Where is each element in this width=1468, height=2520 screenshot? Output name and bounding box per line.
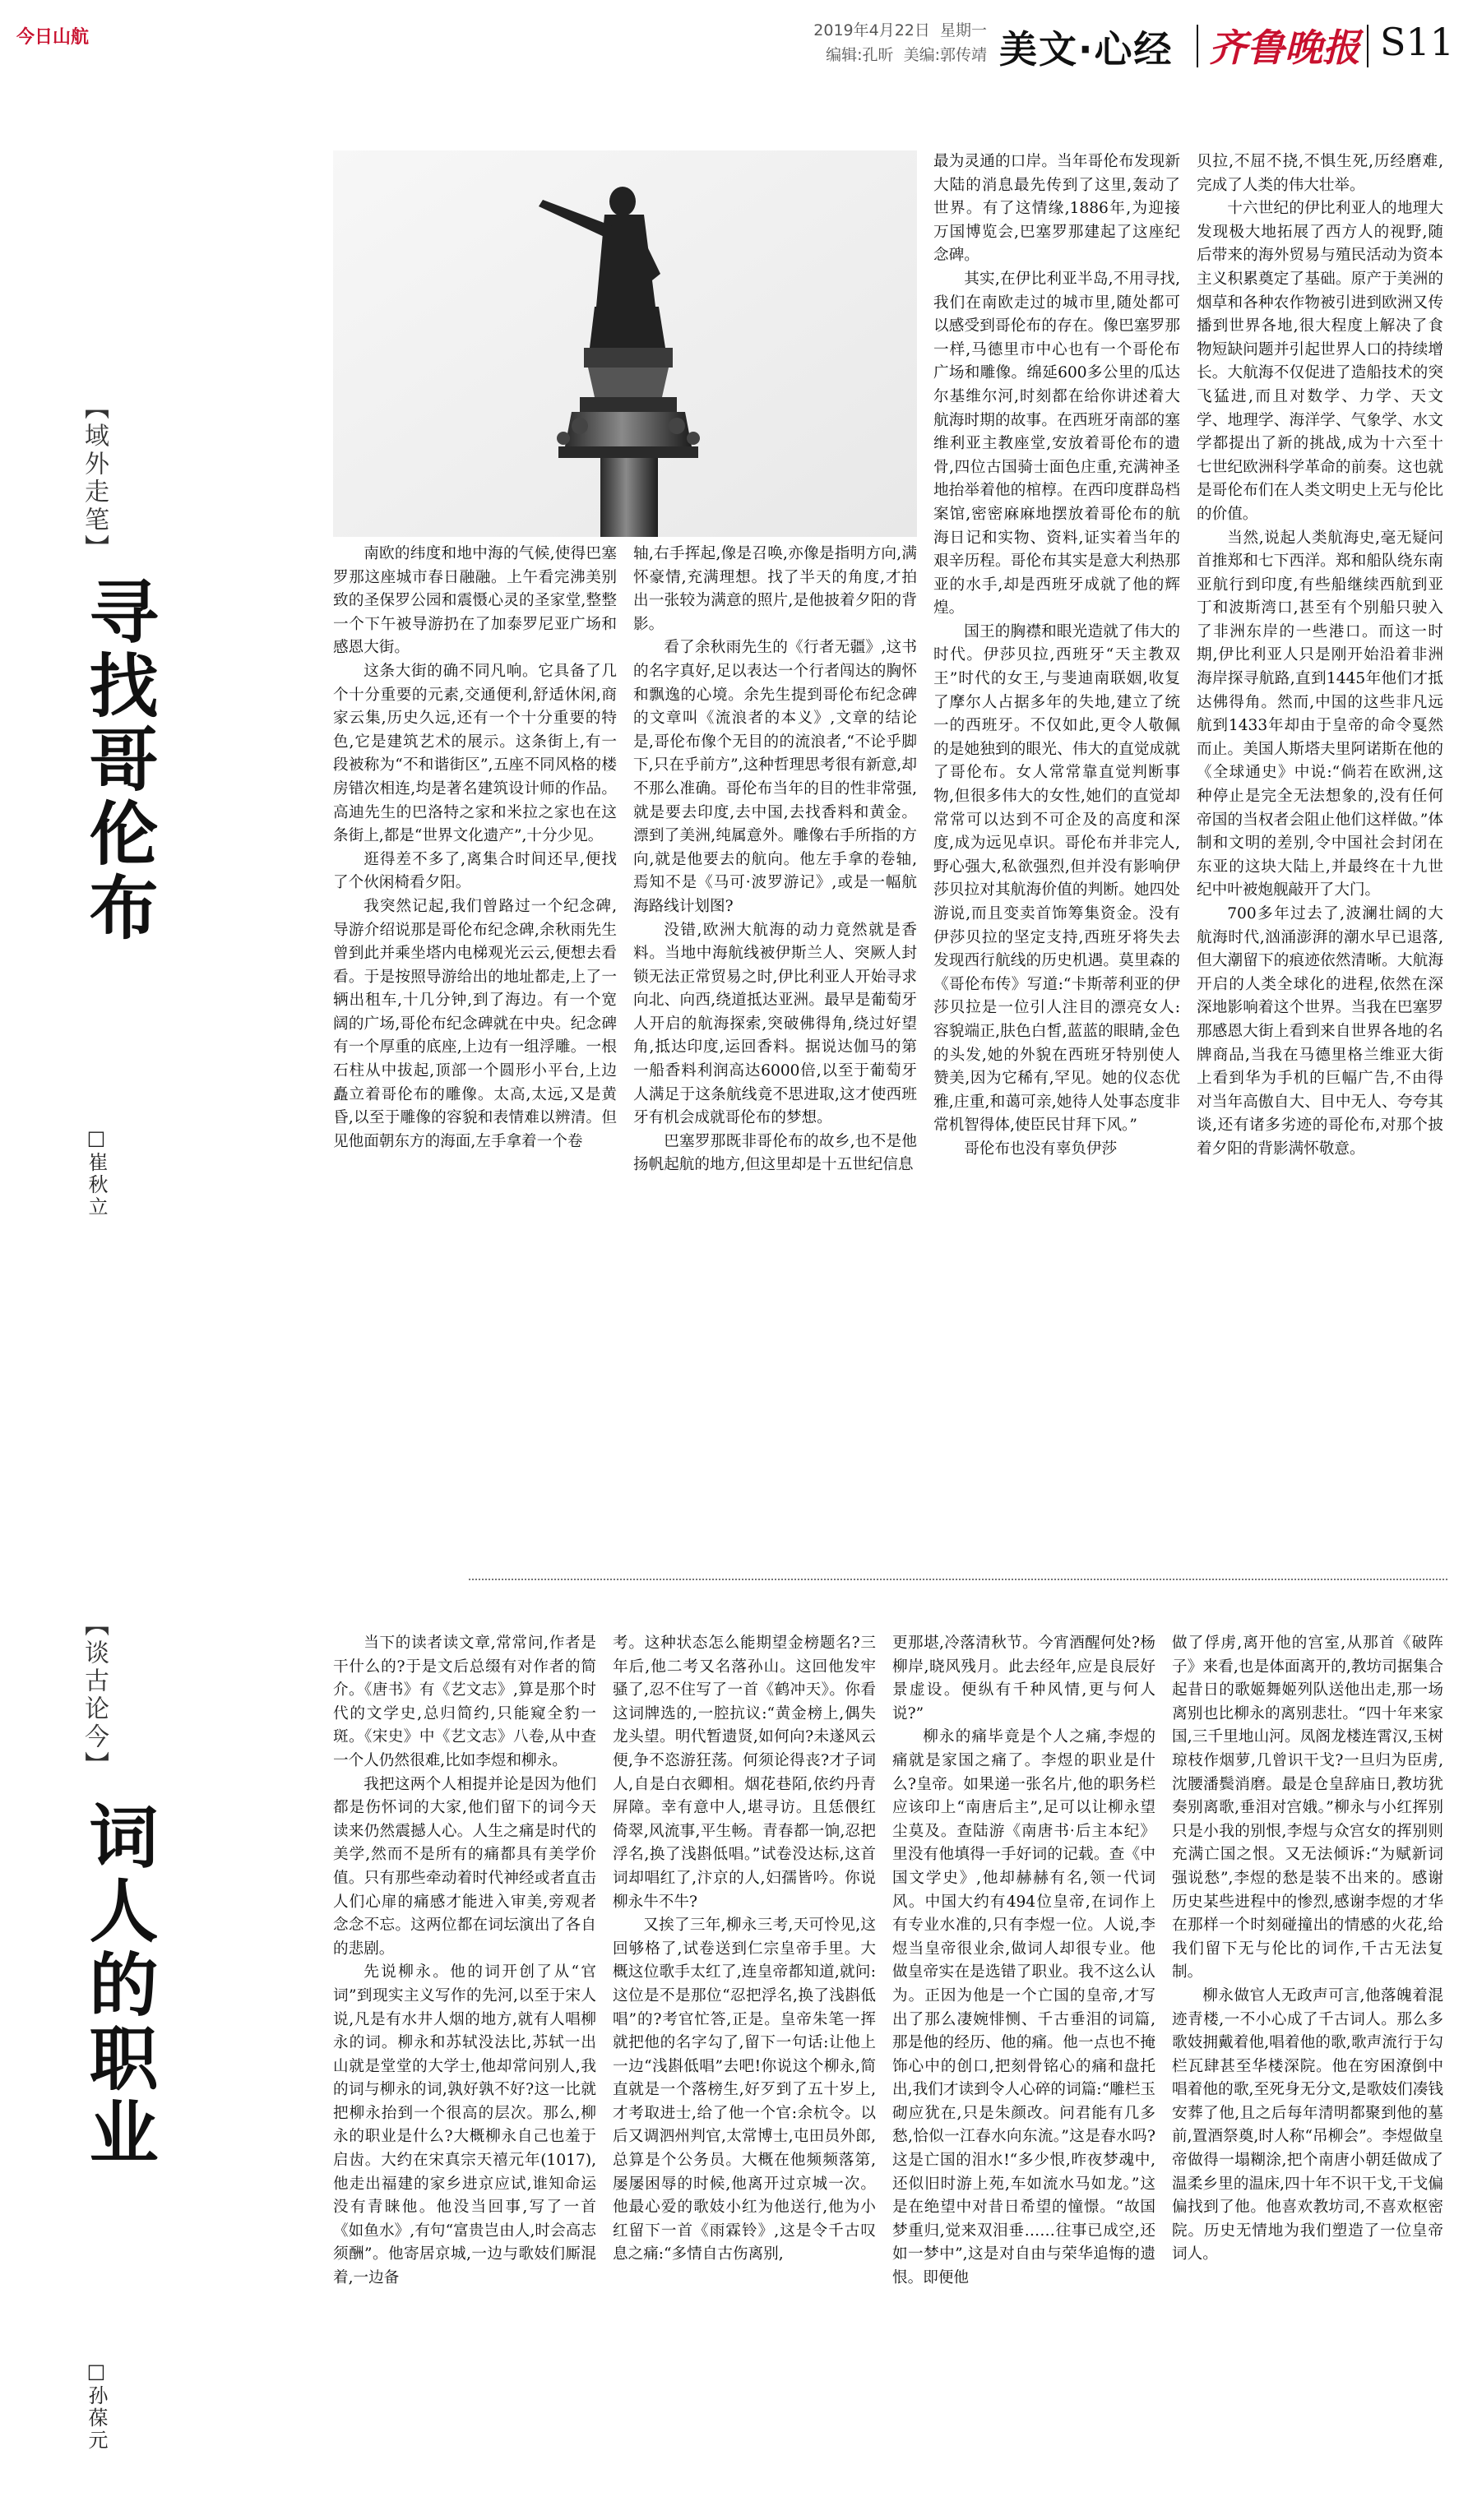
section-flag: 今日山航 — [16, 27, 90, 48]
paragraph: 700多年过去了,波澜壮阔的大航海时代,汹涌澎湃的潮水早已退落,但大潮留下的痕迹依然清晰。大航海开启的人类全球化的进程,依然在深深地影响着这个世界。当我在巴塞罗那感恩大街上看到来自世界各地的名牌商品,当我在马德里格兰维亚大街上看到华为手机的巨幅广告,不由得对当年高傲自大、目中无人、夸夸其谈,还有诸多劣迹的哥伦布,对那个披着夕阳的背影满怀敬意。 — [1197, 905, 1443, 1158]
paragraph: 考。这种状态怎么能期望金榜题名?三年后,他二考又名落孙山。这回他发牢骚了,忍不住写了一首《鹤冲天》。你看这词牌选的,一腔抗议:“黄金榜上,偶失龙头望。明代暂遗贤,如何向?未遂风云便,争不恣游狂荡。何须论得丧?才子词人,自是白衣卿相。烟花巷陌,依约丹青屏障。幸有意中人,堪寻访。且恁偎红倚翠,风流事,平生畅。青春都一饷,忍把浮名,换了浅斟低唱。”试卷没达标,这首词却唱红了,汴京的人,妇孺皆吟。你说柳永牛不牛? — [613, 1635, 876, 1911]
paragraph: 柳永的痛毕竟是个人之痛,李煜的痛就是家国之痛了。李煜的职业是什么?皇帝。如果递一张名片,他的职务栏应该印上“南唐后主”,足可以让柳永望尘莫及。查陆游《南唐书·后主本纪》里没有他填得一手好词的记载。查《中国文学史》,他却赫赫有名,领一代词风。中国大约有494位皇帝,在词作上有专业水准的,只有李煜一位。人说,李煜当皇帝很业余,做词人却很专业。他做皇帝实在是选错了职业。我不这么认为。正因为他是一个亡国的皇帝,才写出了那么凄婉悱恻、千古垂泪的词篇,那是他的经历、他的痛。他一点也不掩饰心中的创口,把刻骨铭心的痛和盘托出,我们才读到令人心碎的词篇:“雕栏玉砌应犹在,只是朱颜改。问君能有几多愁,恰似一江春水向东流。”这是春水吗?这是亡国的泪水!“多少恨,昨夜梦魂中,还似旧时游上苑,车如流水马如龙。”这是在绝望中对昔日希望的憧憬。“故国梦重归,觉来双泪垂……往事已成空,还如一梦中”,这是对自由与荣华追悔的遗恨。即便他 — [892, 1728, 1155, 2287]
article-title: 寻找哥伦布 — [78, 576, 159, 946]
article2-column-1 — [333, 1632, 596, 2291]
paragraph: 我把这两个人相提并论是因为他们都是伤怀词的大家,他们留下的词今天读来仍然震撼人心。人生之痛是时代的美学,然而不是所有的痛都具有美学价值。只有那些牵动着时代神经或者直击人们心扉的痛感才能进入审美,旁观者念念不忘。这两位都在词坛演出了各自的悲剧。 — [333, 1775, 596, 1958]
paragraph: 这条大街的确不同凡响。它具备了几个十分重要的元素,交通便利,舒适休闲,商家云集,历史久远,还有一个十分重要的特色,它是建筑艺术的展示。这条街上,有一段被称为“不和谐街区”,五座不同风格的楼房错次相连,均是著名建筑设计师的作品。高迪先生的巴洛特之家和米拉之家也在这条街上,都是“世界文化遗产”,十分少见。 — [333, 662, 617, 845]
issue-date: 2019年4月22日 — [813, 21, 930, 39]
statue-photo — [333, 150, 917, 537]
paragraph: 又挨了三年,柳永三考,天可怜见,这回够格了,试卷送到仁宗皇帝手里。大概这位歌手太红了,连皇帝都知道,就问:这位是不是那位“忍把浮名,换了浅斟低唱”的?考官忙答,正是。皇帝朱笔一挥就把他的名字勾了,留下一句话:让他上一边“浅斟低唱”去吧!你说这个柳永,简直就是一个落榜生,好歹到了五十岁上,才考取进士,给了他一个官:余杭令。以后又调泗州判官,太常博士,屯田员外郎,总算是个公务员。大概在他频频落第,屡屡困辱的时候,他离开过京城一次。他最心爱的歌妓小红为他送行,他为小红留下一首《雨霖铃》,这是令千古叹息之痛:“多情自古伤离别, — [613, 1917, 876, 2263]
article-author: □崔秋立 — [85, 1126, 108, 1218]
article1-column-4 — [1197, 150, 1443, 1162]
paragraph: 最为灵通的口岸。当年哥伦布发现新大陆的消息最先传到了这里,轰动了世界。有了这情缘,1886年,为迎接万国博览会,巴塞罗那建起了这座纪念碑。 — [933, 153, 1180, 265]
paragraph: 逛得差不多了,离集合时间还早,便找了个伙闲椅看夕阳。 — [333, 850, 617, 892]
column-tag: 【谈古论今】 — [80, 1611, 109, 1779]
article2-column-2 — [613, 1632, 876, 2267]
section-title: 美文·心经 — [999, 27, 1174, 72]
columbus-statue-image — [333, 150, 917, 537]
article-title: 词人的职业 — [78, 1801, 159, 2171]
paragraph: 其实,在伊比利亚半岛,不用寻找,我们在南欧走过的城市里,随处都可以感受到哥伦布的存在。像巴塞罗那一样,马德里市中心也有一个哥伦布广场和雕像。绵延600多公里的瓜达尔基维尔河,时刻都在给你讲述着大航海时期的故事。在西班牙南部的塞维利亚主教座堂,安放着哥伦布的遗骨,四位古国骑士面色庄重,充满神圣地抬举着他的棺椁。在西印度群岛档案馆,密密麻麻地摆放着哥伦布的航海日记和实物、资料,证实着当年的艰辛历程。哥伦布其实是意大利热那亚的水手,却是西班牙成就了他的辉煌。 — [933, 270, 1180, 617]
paragraph: 国王的胸襟和眼光造就了伟大的时代。伊莎贝拉,西班牙“天主教双王”时代的女王,与斐迪南联姻,收复了摩尔人占据多年的失地,建立了统一的西班牙。不仅如此,更令人敬佩的是她独到的眼光、伟大的直觉成就了哥伦布。女人常常靠直觉判断事物,但很多伟大的女性,她们的直觉却常常可以达到不可企及的高度和深度,成为远见卓识。哥伦布并非完人,野心强大,私欲强烈,但并没有影响伊莎贝拉对其航海价值的判断。她四处游说,而且变卖首饰筹集资金。没有伊莎贝拉的坚定支持,西班牙将失去发现西行航线的历史机遇。莫里森的《哥伦布传》写道:“卡斯蒂利亚的伊莎贝拉是一位引人注目的漂亮女人:容貌端正,肤色白皙,蓝蓝的眼睛,金色的头发,她的外貌在西班牙特别使人赞美,因为它稀有,罕见。她的仪态优雅,庄重,和蔼可亲,她待人处事态度非常机智得体,使臣民甘拜下风。” — [933, 622, 1180, 1135]
article1-column-3 — [933, 150, 1180, 1162]
paragraph: 当然,说起人类航海史,毫无疑问首推郑和七下西洋。郑和船队绕东南亚航行到印度,有些船继续西航到亚丁和波斯湾口,甚至有个别船只驶入了非洲东岸的一些港口。而这一时期,伊比利亚人只是刚开始沿着非洲海岸探寻航路,直到1445年他们才抵达佛得角。然而,中国的这些非凡远航到1433年却由于皇帝的命令戛然而止。美国人斯塔夫里阿诺斯在他的《全球通史》中说:“倘若在欧洲,这种停止是完全无法想象的,没有任何帝国的当权者会阻止他们这样做。”体制和文明的差别,令中国社会封闭在东亚的这块大陆上,并最终在十九世纪中叶被炮舰敲开了大门。 — [1197, 529, 1443, 899]
article2-column-3 — [892, 1632, 1155, 2291]
issue-info — [765, 18, 987, 67]
paragraph: 轴,右手挥起,像是召唤,亦像是指明方向,满怀豪情,充满理想。找了半天的角度,才拍出一张较为满意的照片,是他披着夕阳的背影。 — [633, 545, 917, 633]
paragraph: 南欧的纬度和地中海的气候,使得巴塞罗那这座城市春日融融。上午看完沸美别致的圣保罗公园和震慑心灵的圣家堂,整整一个下午被导游扔在了加泰罗尼亚广场和感恩大街。 — [333, 545, 617, 657]
paragraph: 更那堪,冷落清秋节。今宵酒醒何处?杨柳岸,晓风残月。此去经年,应是良辰好景虚设。便纵有千种风情,更与何人说?” — [892, 1635, 1155, 1722]
paragraph: 当下的读者读文章,常常问,作者是干什么的?于是文后总缀有对作者的简介。《唐书》有《艺文志》,算是那个时代的文学史,总归简约,只能窥全豹一斑。《宋史》中《艺文志》八卷,从中查一个人仍然很难,比如李煜和柳永。 — [333, 1635, 596, 1769]
column-tag: 【域外走笔】 — [80, 395, 109, 562]
designer-credit: 美编:郭传靖 — [903, 46, 987, 64]
editor-credit: 编辑:孔昕 — [826, 46, 894, 64]
article2-column-4 — [1172, 1632, 1443, 2267]
page-number: S11 — [1380, 20, 1455, 64]
article-author: □孙葆元 — [85, 2360, 108, 2452]
paragraph: 巴塞罗那既非哥伦布的故乡,也不是他扬帆起航的地方,但这里却是十五世纪信息 — [633, 1132, 917, 1174]
paragraph: 我突然记起,我们曾路过一个纪念碑,导游介绍说那是哥伦布纪念碑,余秋雨先生曾到此并乘坐塔内电梯观光云云,便想去看看。于是按照导游给出的地址都走,上了一辆出租车,十几分钟,到了海边。有一个宽阔的广场,哥伦布纪念碑就在中央。纪念碑有一个厚重的底座,上边有一组浮雕。一根石柱从中拔起,顶部一个圆形小平台,上边矗立着哥伦布的雕像。太高,太远,又是黄昏,以至于雕像的容貌和表情难以辨清。但见他面朝东方的海面,左手拿着一个卷 — [333, 897, 617, 1150]
issue-weekday: 星期一 — [939, 21, 987, 39]
header-divider — [1197, 25, 1198, 67]
paragraph: 做了俘虏,离开他的宫室,从那首《破阵子》来看,也是体面离开的,教坊司据集合起昔日的歌姬舞姬列队送他出走,那一场离别也比柳永的离别悲壮。“四十年来家国,三千里地山河。凤阁龙楼连霄汉,玉树琼枝作烟萝,几曾识干戈?一旦归为臣虏,沈腰潘鬓消磨。最是仓皇辞庙日,教坊犹奏别离歌,垂泪对宫娥。”柳永与小红挥别只是小我的别恨,李煜与众宫女的挥别则充满亡国之恨。又无法倾诉:“为赋新词强说愁”,李煜的愁是装不出来的。感谢历史某些进程中的惨烈,感谢李煜的才华在那样一个时刻碰撞出的情感的火花,给我们留下无与伦比的词作,千古无法复制。 — [1172, 1635, 1443, 1981]
header-divider — [1367, 25, 1368, 67]
article1-column-2 — [633, 543, 917, 1177]
paragraph: 十六世纪的伊比利亚人的地理大发现极大地拓展了西方人的视野,随后带来的海外贸易与殖民活动为资本主义积累奠定了基础。原产于美洲的烟草和各种农作物被引进到欧洲又传播到世界各地,很大程度上解决了食物短缺问题并引起世界人口的持续增长。大航海不仅促进了造船技术的突飞猛进,而且对数学、力学、天文学、地理学、海洋学、气象学、水文学都提出了新的挑战,成为十六至十七世纪欧洲科学革命的前奏。这也就是哥伦布们在人类文明史上无与伦比的价值。 — [1197, 200, 1443, 523]
paragraph: 看了余秋雨先生的《行者无疆》,这书的名字真好,足以表达一个行者闯达的胸怀和飘逸的心境。余先生提到哥伦布纪念碑的文章叫《流浪者的本义》,文章的结论是,哥伦布像个无目的的流浪者,“不论乎脚下,只在乎前方”,这种哲理思考很有新意,却不那么准确。哥伦布当年的目的性非常强,就是要去印度,去中国,去找香料和黄金。漂到了美洲,纯属意外。雕像右手所指的方向,就是他要去的航向。他左手拿的卷轴,焉知不是《马可·波罗游记》,或是一幅航海路线计划图? — [633, 639, 917, 915]
paragraph: 先说柳永。他的词开创了从“官词”到现实主义写作的先河,以至于宋人说,凡是有水井人烟的地方,就有人唱柳永的词。柳永和苏轼没法比,苏轼一出山就是堂堂的大学士,他却常问别人,我的词与柳永的词,孰好孰不好?这一比就把柳永抬到一个很高的层次。那么,柳永的职业是什么?大概柳永自己也羞于启齿。大约在宋真宗天禧元年(1017),他走出福建的家乡进京应试,谁知命运没有青睐他。他没当回事,写了一首《如鱼水》,有句“富贵岂由人,时会高志须酬”。他寄居京城,一边与歌妓们厮混着,一边备 — [333, 1963, 596, 2287]
newspaper-logo: 齐鲁晚报 — [1209, 25, 1360, 70]
article1-column-1 — [333, 543, 617, 1154]
paragraph: 柳永做官人无政声可言,他落魄着混迹青楼,一不小心成了千古词人。那么多歌妓拥戴着他,唱着他的歌,歌声流行于勾栏瓦肆甚至华楼深院。他在穷困潦倒中唱着他的歌,至死身无分文,是歌妓们凑钱安葬了他,且之后每年清明都聚到他的墓前,置酒祭奠,时人称“吊柳会”。李煜做皇帝做得一塌糊涂,把个南唐小朝廷做成了温柔乡里的温床,四十年不识干戈,干戈偏偏找到了他。他喜欢教坊司,不喜欢枢密院。历史无情地为我们塑造了一位皇帝词人。 — [1172, 1986, 1443, 2263]
paragraph: 贝拉,不屈不挠,不惧生死,历经磨难,完成了人类的伟大壮举。 — [1197, 153, 1443, 194]
article-divider — [469, 1579, 1447, 1580]
paragraph: 哥伦布也没有辜负伊莎 — [964, 1140, 1118, 1158]
paragraph: 没错,欧洲大航海的动力竟然就是香料。当地中海航线被伊斯兰人、突厥人封锁无法正常贸易之时,伊比利亚人开始寻求向北、向西,绕道抵达亚洲。最早是葡萄牙人开启的航海探索,突破佛得角,绕过好望角,抵达印度,运回香料。据说达伽马的第一船香料利润高达6000倍,以至于葡萄牙人满足于这条航线竟不思进取,这才使西班牙有机会成就哥伦布的梦想。 — [633, 921, 917, 1127]
